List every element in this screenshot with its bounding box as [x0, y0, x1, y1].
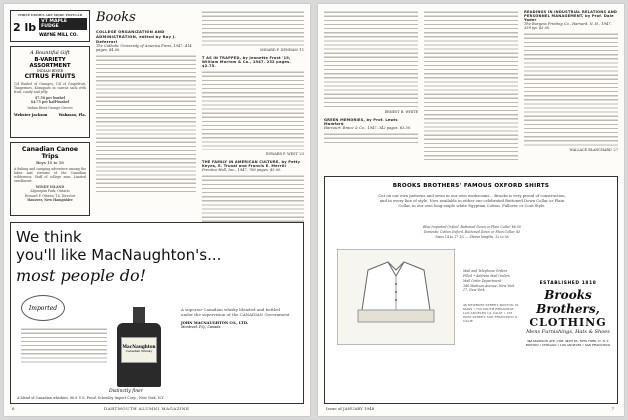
review2-title: T AS IN TRAPPED, by Jeanette Frost '19, William Morrow & Co., 1947. 232 pages. $2.75. — [202, 56, 291, 68]
mac-logo-text: Imported — [28, 304, 58, 312]
oranges-line2: INDIAN RIVER — [36, 69, 64, 73]
green-pub: Harcourt, Brace & Co., 1947. 342 pages. $3.50. — [324, 126, 412, 130]
right-column-1 — [324, 10, 418, 144]
brooks-address1: 346 MADISON AVE. COR. 44TH ST., NEW YORK 17, N. Y. — [526, 339, 610, 343]
mac-headline3: most people do! — [16, 266, 147, 285]
brooks-caption3: Mail Order Department — [463, 279, 502, 283]
review1-body — [96, 54, 196, 194]
books-heading: Books — [96, 10, 136, 25]
mac-importer: JOHN MACNAUGHTON CO., LTD. — [181, 321, 249, 326]
oranges-title: A Bountiful Gift — [30, 50, 70, 56]
readings-signature: WALLACE BLANCHARD '27 — [569, 148, 618, 152]
brooks-address2: BOSTON • CHICAGO • LOS ANGELES • SAN FRANCISCO — [525, 343, 611, 347]
macnaughton-ad[interactable] — [10, 222, 304, 404]
left-folio: 6 — [12, 406, 15, 411]
left-footer-title: DARTMOUTH ALUMNI MAGAZINE — [104, 406, 190, 411]
right-column-3 — [524, 10, 618, 152]
review1-signature: MINARD F. DENHAM '11 — [260, 48, 304, 52]
readings-title: READINGS IN INDUSTRIAL RELATIONS AND PERSONNEL MANAGEMENT, by Prof. Dale Yoder — [524, 10, 618, 22]
shirt-illustration — [337, 249, 455, 345]
bottle-label-sub: Canadian Whisky — [125, 349, 153, 353]
middle-column-text — [424, 10, 518, 160]
oranges-price1: $7.50 per bushel — [34, 96, 66, 101]
maple-brand: VT MAPLE FUDGE — [39, 18, 87, 30]
family-review-cont — [324, 10, 418, 108]
brooks-stores: 46 NEWBURY STREET, BOSTON 16, MASS • 730 SOUTH BROADWAY, LOS ANGELES 14, CALIF. • 165 POST STREET, SAN FRANCISCO 8, CALIF. — [463, 303, 520, 324]
canoe-body: A fishing and camping adventure among the lakes and streams of the Canadian wilderness. Staff of college men. Limited enrollment. — [14, 167, 86, 184]
brooks-brothers-ad[interactable] — [324, 176, 618, 404]
right-footer-issue: Issue of JANUARY 1948 — [326, 406, 375, 411]
oranges-seller: Webster Jackson — [14, 112, 48, 117]
maple-ad-top: THREE DISHES ARE MORE POPULAR — [17, 13, 83, 17]
brooks-furnishings: Mens Furnishings, Hats & Shoes — [526, 329, 610, 335]
review2-body — [202, 70, 304, 150]
review3-pub: Prentice-Hall, Inc., 1947. 780 pages. $5.00. — [202, 168, 282, 172]
mac-city: Montreal, P.Q., Canada — [181, 325, 221, 330]
maple-price: 2 lb — [13, 21, 37, 35]
review1-title: COLLEGE ORGANIZATION AND ADMINISTRATION, edited by Roy J. Deferrari — [96, 29, 177, 44]
review1-body-cont — [202, 10, 304, 46]
canoe-director: Howard P. Ottawa '16, Director — [24, 193, 76, 198]
oranges-footer: Indian River Orange Groves — [27, 106, 73, 111]
whisky-bottle-image — [111, 307, 167, 387]
green-title: GREEN MEMORIES, by Prof. Lewis Mumford — [324, 118, 398, 126]
maple-ad[interactable] — [10, 10, 90, 42]
brooks-caption2: Filled • Address Mail Orders — [463, 274, 510, 278]
brooks-clothing: CLOTHING — [529, 316, 607, 329]
mac-headline2: you'll like MacNaughton's... — [16, 246, 222, 264]
brooks-sizes: Sizes 14 to 17 1/2 — Sleeve lengths, 32 to 36 — [435, 235, 509, 239]
mac-desc-block — [181, 307, 291, 329]
mac-copy — [21, 327, 107, 363]
brooks-price2: Domestic Cotton Oxford, Buttoned Down or Plain Collar, $5 — [423, 230, 521, 234]
brooks-intro: Cut on our own patterns and sewn in our own workrooms... Brooks is very proud of construction, and in every line of style, Now available in either our celebrated Buttoned Down Collar or Plain Collar, in our own long-staple white Egyptian Cotton, Pullover or Coat Style. — [378, 193, 566, 208]
brooks-caption1: Mail and Telephone Orders — [463, 269, 508, 273]
brooks-caption4: 346 Madison Avenue, New York 17, New York — [463, 284, 515, 293]
brooks-banner: BROOKS BROTHERS' FAMOUS OXFORD SHIRTS — [392, 183, 550, 189]
oranges-line3: CITRUS FRUITS — [24, 73, 76, 80]
books-column-2 — [202, 10, 304, 236]
oranges-ad[interactable] — [10, 46, 90, 138]
brooks-established: ESTABLISHED 1818 — [539, 281, 597, 286]
review2-signature: EDWARD F. WEST '23 — [265, 152, 304, 156]
canoe-ad[interactable] — [10, 142, 90, 216]
right-column-2 — [424, 10, 518, 160]
family-signature: ERNEST B. WHITE — [384, 110, 418, 114]
mac-headline: We think — [16, 228, 82, 246]
mac-desc: A superior Canadian whisky blended and bottled under the supervision of the CANADIAN Government — [181, 307, 290, 318]
canoe-subtitle: Boys 10 to 18 — [36, 160, 64, 165]
mac-footer: A blend of Canadian whiskies, 86.8 U.S. Proof. Schenley Import Corp., New York, N.Y. — [17, 396, 165, 400]
green-body — [324, 132, 418, 144]
maple-company: WAYNE MILL CO. — [39, 32, 78, 38]
canoe-place2: Algonquin Park, Ontario — [30, 189, 70, 194]
books-column-1 — [96, 10, 196, 194]
mac-logo-seal — [21, 295, 65, 321]
oranges-body: 1/4 Bushel of Oranges, 1/4 of Grapefruit, Tangerines, Kumquats in canvas sack with fruit, candy and jelly. — [14, 82, 86, 95]
review1-pub: The Catholic University of America Press, 1947. 414 pages. $4.00. — [96, 44, 192, 52]
right-page — [318, 4, 624, 416]
brooks-name: Brooks Brothers, — [536, 288, 600, 316]
mac-tagline: Distinctly finer — [109, 389, 143, 394]
right-folio: 7 — [611, 406, 614, 411]
oranges-price2: $4.75 per half-bushel — [30, 100, 70, 105]
readings-body — [524, 32, 618, 146]
canoe-place1: WINDY ISLAND — [35, 185, 65, 190]
oranges-place: Wabasso, Fla. — [58, 112, 86, 117]
oranges-line1: B-VARIETY ASSORTMENT — [29, 57, 71, 69]
brooks-logo-block — [523, 281, 613, 347]
canoe-title: Canadian Canoe Trips — [21, 146, 79, 160]
brooks-price1: Blue Imported Oxford, Buttoned Down or Plain Collar, $6.50 — [423, 225, 521, 229]
review3-title: THE FAMILY IN AMERICAN CULTURE, by Petty Keyes, E. Truxal and Francis E. Merrill — [202, 160, 301, 168]
bottle-label-brand: MacNaughton — [122, 344, 156, 349]
readings-pub: The Burgess Printing Co., Harvard, N. H., 1947. 339 pp. $3.50. — [524, 22, 612, 30]
left-page — [4, 4, 310, 416]
canoe-city: Hanover, New Hampshire — [27, 197, 73, 202]
